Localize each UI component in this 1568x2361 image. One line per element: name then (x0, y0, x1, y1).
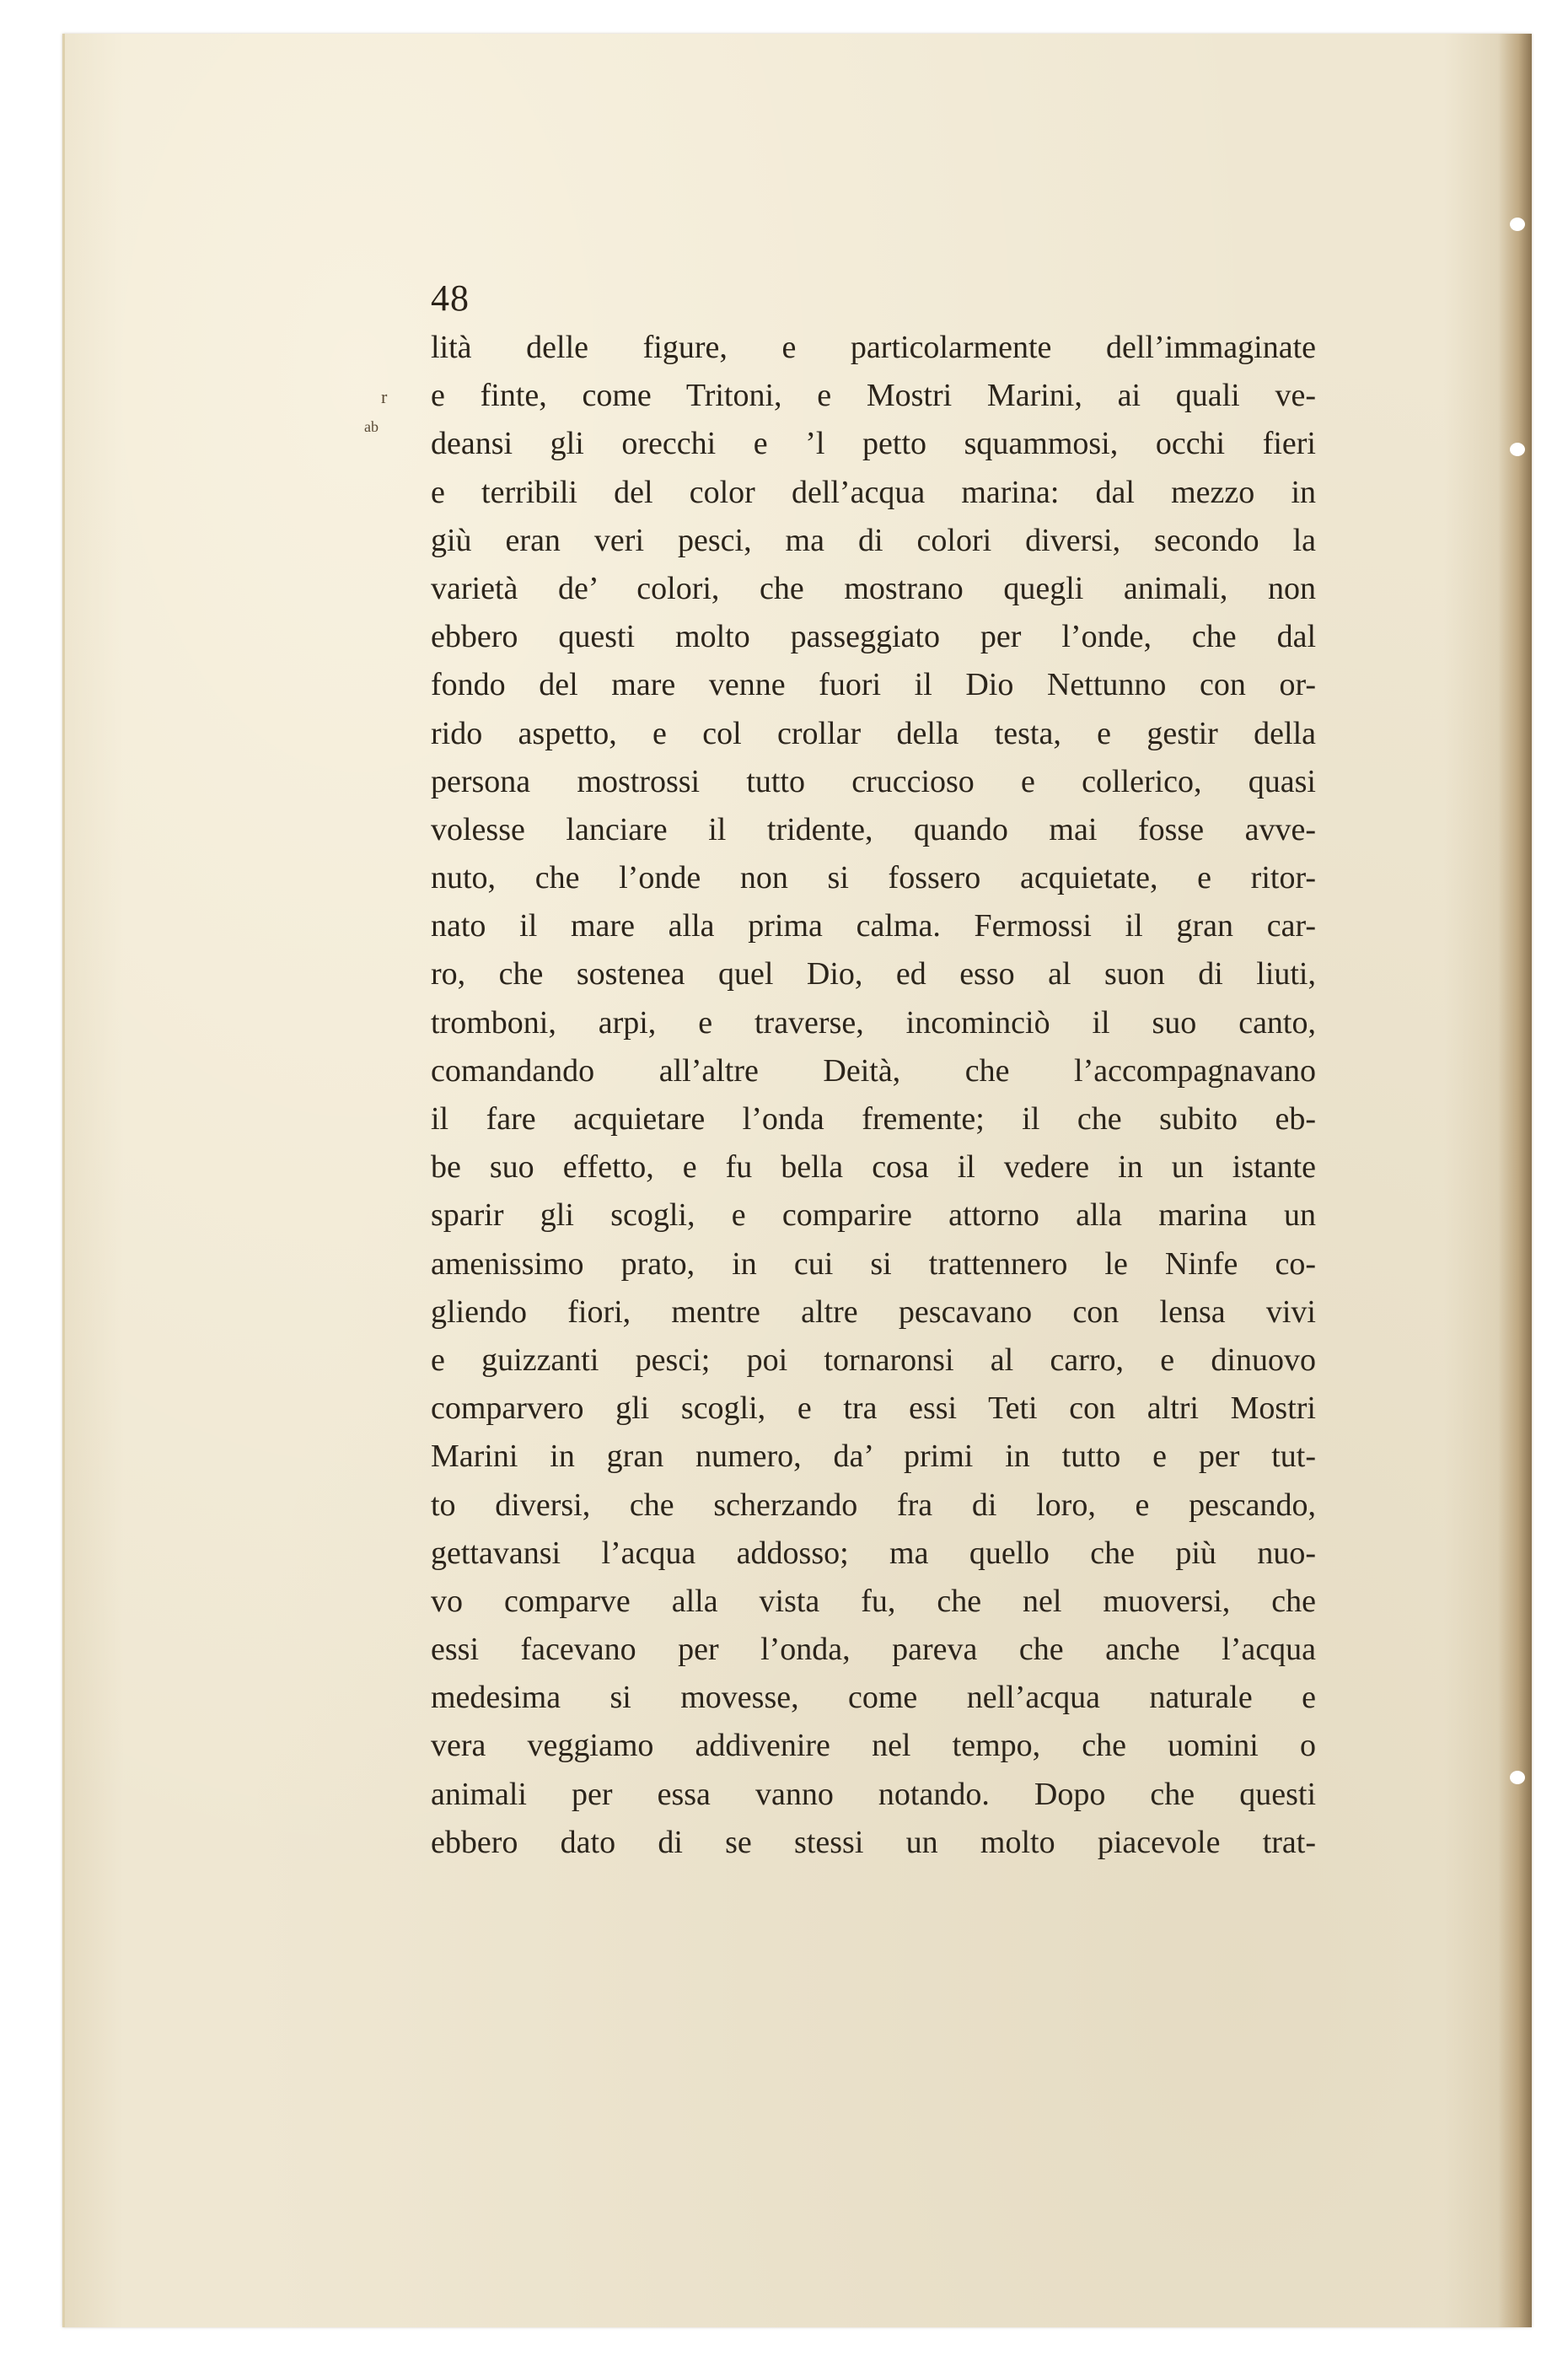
text-line: comparvero gli scogli, e tra essi Teti con altri Mostri (431, 1390, 1316, 1427)
text-line: sparir gli scogli, e comparire attorno alla marina un (431, 1197, 1316, 1234)
text-line: lità delle figure, e particolarmente dell’immaginate (431, 330, 1316, 365)
text-line: animali per essa vanno notando. Dopo che questi (431, 1776, 1316, 1812)
text-line: comandando all’altre Deità, che l’accompagnavano (431, 1052, 1316, 1089)
binding-hole (1510, 443, 1525, 456)
text-line: deansi gli orecchi e ’l petto squammosi, occhi fieri (431, 426, 1316, 462)
text-line: vo comparve alla vista fu, che nel muoversi, che (431, 1583, 1316, 1619)
text-line: e terribili del color dell’acqua marina: dal mezzo in (431, 474, 1316, 510)
page-number: 48 (431, 277, 470, 319)
text-line: e guizzanti pesci; poi tornaronsi al carro, e dinuovo (431, 1342, 1316, 1378)
text-line: volesse lanciare il tridente, quando mai fosse avve- (431, 811, 1316, 847)
text-line: medesima si movesse, come nell’acqua naturale e (431, 1680, 1316, 1716)
text-line: fondo del mare venne fuori il Dio Nettunno con or- (431, 667, 1316, 703)
text-line: ebbero questi molto passeggiato per l’onde, che dal (431, 619, 1316, 655)
margin-mark: ab (364, 418, 379, 435)
binding-hole (1510, 1771, 1525, 1784)
text-line: e finte, come Tritoni, e Mostri Marini, ai quali ve- (431, 378, 1316, 414)
margin-mark: r (381, 386, 388, 407)
text-line: vera veggiamo addivenire nel tempo, che uomini o (431, 1728, 1316, 1764)
text-line: persona mostrossi tutto cruccioso e collerico, quasi (431, 763, 1316, 799)
binding-hole (1510, 218, 1525, 231)
text-line: il fare acquietare l’onda fremente; il che subito eb- (431, 1101, 1316, 1137)
text-line: ro, che sostenea quel Dio, ed esso al suon di liuti, (431, 956, 1316, 992)
text-line: tromboni, arpi, e traverse, incominciò il suo canto, (431, 1004, 1316, 1041)
text-line: to diversi, che scherzando fra di loro, e pescando, (431, 1487, 1316, 1523)
text-line: amenissimo prato, in cui si trattennero le Ninfe co- (431, 1245, 1316, 1282)
text-line: essi facevano per l’onda, pareva che anche l’acqua (431, 1632, 1316, 1668)
text-line: gettavansi l’acqua addosso; ma quello che più nuo- (431, 1535, 1316, 1571)
text-line: rido aspetto, e col crollar della testa, e gestir della (431, 715, 1316, 751)
text-line: gliendo fiori, mentre altre pescavano con lensa vivi (431, 1293, 1316, 1330)
text-line: Marini in gran numero, da’ primi in tutto e per tut- (431, 1439, 1316, 1475)
text-line: nuto, che l’onde non si fossero acquietate, e ritor- (431, 860, 1316, 896)
body-text (431, 324, 1316, 1867)
page-edge-stain (1498, 34, 1532, 2327)
text-line: be suo effetto, e fu bella cosa il vedere in un istante (431, 1149, 1316, 1186)
text-line: nato il mare alla prima calma. Fermossi il gran car- (431, 908, 1316, 944)
text-line: ebbero dato di se stessi un molto piacevole trat- (431, 1824, 1316, 1860)
text-line: giù eran veri pesci, ma di colori diversi, secondo la (431, 522, 1316, 558)
text-line: varietà de’ colori, che mostrano quegli animali, non (431, 570, 1316, 606)
